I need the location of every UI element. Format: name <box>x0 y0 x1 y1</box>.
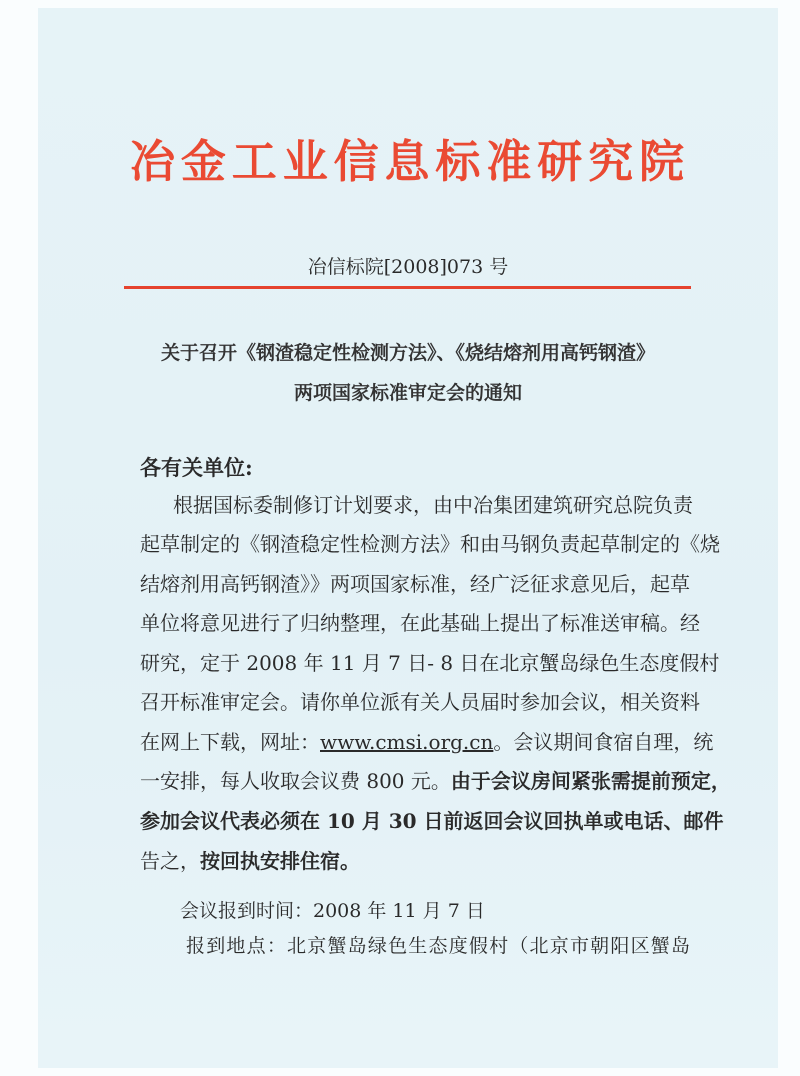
body-line <box>140 767 731 795</box>
body-text: 。会议期间食宿自理，统 <box>493 730 714 754</box>
document-number: 冶信标院[2008]073 号 <box>307 256 509 278</box>
salutation: 各有关单位: <box>140 455 253 480</box>
body-text-bold: 由于会议房间紧张需提前预定， <box>450 769 731 793</box>
body-text: 在网上下载，网址： <box>140 730 320 754</box>
body-line-bold: 参加会议代表必须在 10 月 30 日前返回会议回执单或电话、邮件 <box>140 809 724 833</box>
report-time: 会议报到时间：2008 年 11 月 7 日 <box>180 900 485 922</box>
body-line: 召开标准审定会。请你单位派有关人员届时参加会议，相关资料 <box>140 690 700 714</box>
body-line: 结熔剂用高钙钢渣》》两项国家标准，经广泛征求意见后，起草 <box>140 572 690 596</box>
website-link[interactable]: www.cmsi.org.cn <box>320 730 494 754</box>
body-text: 告之， <box>140 849 200 873</box>
notice-heading-line2: 两项国家标准审定会的通知 <box>293 382 522 404</box>
body-line <box>140 847 360 875</box>
notice-heading-line1: 关于召开《钢渣稳定性检测方法》、《烧结熔剂用高钙钢渣》 <box>160 342 655 364</box>
body-text-bold: 按回执安排住宿。 <box>200 849 360 873</box>
report-place: 报到地点：北京蟹岛绿色生态度假村（北京市朝阳区蟹岛 <box>186 935 690 957</box>
letterhead-title: 冶金工业信息标准研究院 <box>130 135 685 188</box>
body-line: 单位将意见进行了归纳整理，在此基础上提出了标准送审稿。经 <box>140 611 700 635</box>
body-text: 一安排，每人收取会议费 800 元。 <box>140 769 451 793</box>
red-divider <box>124 286 691 289</box>
body-line: 起草制定的《钢渣稳定性检测方法》和由马钢负责起草制定的《烧 <box>140 532 720 556</box>
body-line: 研究，定于 2008 年 11 月 7 日- 8 日在北京蟹岛绿色生态度假村 <box>140 651 720 675</box>
body-line: 根据国标委制修订计划要求，由中冶集团建筑研究总院负责 <box>173 493 693 517</box>
body-line <box>140 728 714 756</box>
